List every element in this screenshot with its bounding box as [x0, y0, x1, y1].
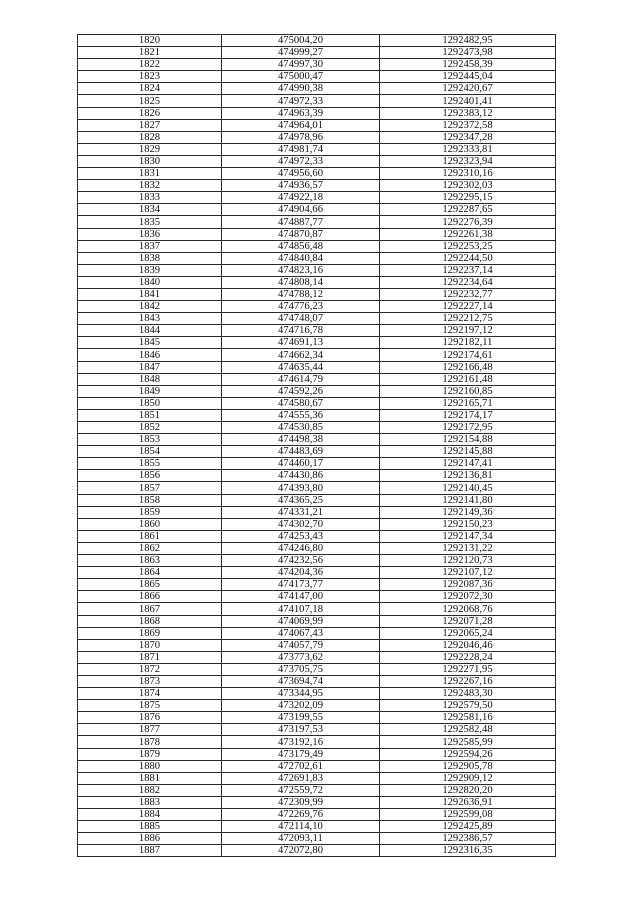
y-coordinate-cell: 1292253,25: [380, 240, 556, 252]
x-coordinate-cell: 474067,43: [222, 627, 380, 639]
point-number-cell: 1825: [78, 95, 222, 107]
table-row: [78, 772, 556, 784]
x-coordinate-cell: 474635,44: [222, 361, 380, 373]
x-coordinate-cell: 473192,16: [222, 736, 380, 748]
y-coordinate-cell: 1292582,48: [380, 724, 556, 736]
point-number-cell: 1856: [78, 470, 222, 482]
point-number-cell: 1855: [78, 458, 222, 470]
point-number-cell: 1871: [78, 651, 222, 663]
point-number-cell: 1834: [78, 204, 222, 216]
table-row: [78, 446, 556, 458]
x-coordinate-cell: 474302,70: [222, 518, 380, 530]
table-row: [78, 482, 556, 494]
table-row: [78, 675, 556, 687]
point-number-cell: 1866: [78, 591, 222, 603]
x-coordinate-cell: 474483,69: [222, 446, 380, 458]
x-coordinate-cell: 474173,77: [222, 579, 380, 591]
y-coordinate-cell: 1292160,85: [380, 385, 556, 397]
table-row: [78, 470, 556, 482]
table-row: [78, 59, 556, 71]
x-coordinate-cell: 474776,23: [222, 301, 380, 313]
point-number-cell: 1831: [78, 168, 222, 180]
x-coordinate-cell: 474069,99: [222, 615, 380, 627]
y-coordinate-cell: 1292149,36: [380, 506, 556, 518]
y-coordinate-cell: 1292333,81: [380, 143, 556, 155]
y-coordinate-cell: 1292145,88: [380, 446, 556, 458]
point-number-cell: 1877: [78, 724, 222, 736]
y-coordinate-cell: 1292372,58: [380, 119, 556, 131]
y-coordinate-cell: 1292820,20: [380, 784, 556, 796]
x-coordinate-cell: 474430,86: [222, 470, 380, 482]
y-coordinate-cell: 1292161,48: [380, 373, 556, 385]
point-number-cell: 1826: [78, 107, 222, 119]
table-row: [78, 35, 556, 47]
table-row: [78, 83, 556, 95]
table-row: [78, 591, 556, 603]
x-coordinate-cell: 472093,11: [222, 833, 380, 845]
x-coordinate-cell: 472691,83: [222, 772, 380, 784]
y-coordinate-cell: 1292271,95: [380, 663, 556, 675]
x-coordinate-cell: 474498,38: [222, 434, 380, 446]
table-row: [78, 506, 556, 518]
y-coordinate-cell: 1292244,50: [380, 252, 556, 264]
x-coordinate-cell: 474331,21: [222, 506, 380, 518]
x-coordinate-cell: 474204,36: [222, 567, 380, 579]
point-number-cell: 1844: [78, 325, 222, 337]
table-row: [78, 603, 556, 615]
point-number-cell: 1868: [78, 615, 222, 627]
y-coordinate-cell: 1292065,24: [380, 627, 556, 639]
table-row: [78, 95, 556, 107]
x-coordinate-cell: 474555,36: [222, 409, 380, 421]
x-coordinate-cell: 472269,76: [222, 809, 380, 821]
x-coordinate-cell: 473344,95: [222, 688, 380, 700]
x-coordinate-cell: 474232,56: [222, 555, 380, 567]
table-row: [78, 651, 556, 663]
x-coordinate-cell: 474107,18: [222, 603, 380, 615]
table-row: [78, 385, 556, 397]
x-coordinate-cell: 475004,20: [222, 35, 380, 47]
table-row: [78, 627, 556, 639]
table-row: [78, 724, 556, 736]
table-row: [78, 712, 556, 724]
y-coordinate-cell: 1292347,28: [380, 131, 556, 143]
table-row: [78, 71, 556, 83]
y-coordinate-cell: 1292261,38: [380, 228, 556, 240]
x-coordinate-cell: 474887,77: [222, 216, 380, 228]
y-coordinate-cell: 1292166,48: [380, 361, 556, 373]
table-row: [78, 168, 556, 180]
y-coordinate-cell: 1292310,16: [380, 168, 556, 180]
point-number-cell: 1886: [78, 833, 222, 845]
point-number-cell: 1862: [78, 542, 222, 554]
x-coordinate-cell: 474870,87: [222, 228, 380, 240]
y-coordinate-cell: 1292316,35: [380, 845, 556, 857]
x-coordinate-cell: 474057,79: [222, 639, 380, 651]
table-row: [78, 373, 556, 385]
x-coordinate-cell: 474808,14: [222, 276, 380, 288]
table-row: [78, 216, 556, 228]
point-number-cell: 1882: [78, 784, 222, 796]
y-coordinate-cell: 1292197,12: [380, 325, 556, 337]
table-row: [78, 796, 556, 808]
point-number-cell: 1874: [78, 688, 222, 700]
x-coordinate-cell: 474246,80: [222, 542, 380, 554]
point-number-cell: 1847: [78, 361, 222, 373]
table-row: [78, 542, 556, 554]
point-number-cell: 1828: [78, 131, 222, 143]
y-coordinate-cell: 1292579,50: [380, 700, 556, 712]
point-number-cell: 1872: [78, 663, 222, 675]
point-number-cell: 1830: [78, 155, 222, 167]
x-coordinate-cell: 474788,12: [222, 288, 380, 300]
x-coordinate-cell: 473694,74: [222, 675, 380, 687]
y-coordinate-cell: 1292237,14: [380, 264, 556, 276]
y-coordinate-cell: 1292581,16: [380, 712, 556, 724]
x-coordinate-cell: 474253,43: [222, 530, 380, 542]
y-coordinate-cell: 1292165,71: [380, 397, 556, 409]
point-number-cell: 1863: [78, 555, 222, 567]
point-number-cell: 1876: [78, 712, 222, 724]
point-number-cell: 1848: [78, 373, 222, 385]
y-coordinate-cell: 1292136,81: [380, 470, 556, 482]
point-number-cell: 1878: [78, 736, 222, 748]
x-coordinate-cell: 473773,62: [222, 651, 380, 663]
x-coordinate-cell: 474964,01: [222, 119, 380, 131]
x-coordinate-cell: 474972,33: [222, 155, 380, 167]
table-row: [78, 748, 556, 760]
x-coordinate-cell: 474147,00: [222, 591, 380, 603]
table-row: [78, 784, 556, 796]
y-coordinate-cell: 1292232,77: [380, 288, 556, 300]
table-row: [78, 434, 556, 446]
point-number-cell: 1880: [78, 760, 222, 772]
table-row: [78, 143, 556, 155]
x-coordinate-cell: 474840,84: [222, 252, 380, 264]
y-coordinate-cell: 1292150,23: [380, 518, 556, 530]
point-number-cell: 1864: [78, 567, 222, 579]
table-row: [78, 579, 556, 591]
table-row: [78, 615, 556, 627]
point-number-cell: 1851: [78, 409, 222, 421]
y-coordinate-cell: 1292174,61: [380, 349, 556, 361]
point-number-cell: 1838: [78, 252, 222, 264]
y-coordinate-cell: 1292483,30: [380, 688, 556, 700]
x-coordinate-cell: 474972,33: [222, 95, 380, 107]
point-number-cell: 1839: [78, 264, 222, 276]
x-coordinate-cell: 474823,16: [222, 264, 380, 276]
x-coordinate-cell: 475000,47: [222, 71, 380, 83]
point-number-cell: 1821: [78, 47, 222, 59]
y-coordinate-cell: 1292386,57: [380, 833, 556, 845]
point-number-cell: 1854: [78, 446, 222, 458]
point-number-cell: 1884: [78, 809, 222, 821]
y-coordinate-cell: 1292234,64: [380, 276, 556, 288]
x-coordinate-cell: 474956,60: [222, 168, 380, 180]
point-number-cell: 1845: [78, 337, 222, 349]
x-coordinate-cell: 474691,13: [222, 337, 380, 349]
table-row: [78, 313, 556, 325]
point-number-cell: 1822: [78, 59, 222, 71]
point-number-cell: 1860: [78, 518, 222, 530]
point-number-cell: 1820: [78, 35, 222, 47]
x-coordinate-cell: 474393,80: [222, 482, 380, 494]
y-coordinate-cell: 1292445,04: [380, 71, 556, 83]
y-coordinate-cell: 1292227,14: [380, 301, 556, 313]
x-coordinate-cell: 472309,99: [222, 796, 380, 808]
table-row: [78, 530, 556, 542]
table-row: [78, 688, 556, 700]
table-row: [78, 228, 556, 240]
y-coordinate-cell: 1292068,76: [380, 603, 556, 615]
table-row: [78, 107, 556, 119]
y-coordinate-cell: 1292107,12: [380, 567, 556, 579]
table-row: [78, 240, 556, 252]
x-coordinate-cell: 474365,25: [222, 494, 380, 506]
table-row: [78, 349, 556, 361]
point-number-cell: 1867: [78, 603, 222, 615]
point-number-cell: 1841: [78, 288, 222, 300]
y-coordinate-cell: 1292420,67: [380, 83, 556, 95]
table-row: [78, 397, 556, 409]
y-coordinate-cell: 1292594,26: [380, 748, 556, 760]
table-row: [78, 494, 556, 506]
x-coordinate-cell: 474856,48: [222, 240, 380, 252]
y-coordinate-cell: 1292473,98: [380, 47, 556, 59]
x-coordinate-cell: 472114,10: [222, 821, 380, 833]
point-number-cell: 1824: [78, 83, 222, 95]
point-number-cell: 1823: [78, 71, 222, 83]
y-coordinate-cell: 1292287,65: [380, 204, 556, 216]
y-coordinate-cell: 1292267,16: [380, 675, 556, 687]
point-number-cell: 1887: [78, 845, 222, 857]
table-row: [78, 252, 556, 264]
point-number-cell: 1865: [78, 579, 222, 591]
x-coordinate-cell: 474748,07: [222, 313, 380, 325]
x-coordinate-cell: 473197,53: [222, 724, 380, 736]
y-coordinate-cell: 1292087,36: [380, 579, 556, 591]
x-coordinate-cell: 472702,61: [222, 760, 380, 772]
table-row: [78, 555, 556, 567]
y-coordinate-cell: 1292140,45: [380, 482, 556, 494]
y-coordinate-cell: 1292585,99: [380, 736, 556, 748]
table-row: [78, 833, 556, 845]
y-coordinate-cell: 1292295,15: [380, 192, 556, 204]
point-number-cell: 1858: [78, 494, 222, 506]
point-number-cell: 1843: [78, 313, 222, 325]
x-coordinate-cell: 472559,72: [222, 784, 380, 796]
x-coordinate-cell: 474614,79: [222, 373, 380, 385]
x-coordinate-cell: 473179,49: [222, 748, 380, 760]
y-coordinate-cell: 1292599,08: [380, 809, 556, 821]
table-row: [78, 518, 556, 530]
point-number-cell: 1881: [78, 772, 222, 784]
y-coordinate-cell: 1292228,24: [380, 651, 556, 663]
x-coordinate-cell: 474936,57: [222, 180, 380, 192]
point-number-cell: 1833: [78, 192, 222, 204]
x-coordinate-cell: 474997,30: [222, 59, 380, 71]
table-row: [78, 845, 556, 857]
x-coordinate-cell: 474922,18: [222, 192, 380, 204]
table-row: [78, 567, 556, 579]
table-row: [78, 422, 556, 434]
x-coordinate-cell: 474662,34: [222, 349, 380, 361]
point-number-cell: 1849: [78, 385, 222, 397]
y-coordinate-cell: 1292072,30: [380, 591, 556, 603]
point-number-cell: 1869: [78, 627, 222, 639]
table-row: [78, 337, 556, 349]
point-number-cell: 1873: [78, 675, 222, 687]
y-coordinate-cell: 1292172,95: [380, 422, 556, 434]
y-coordinate-cell: 1292131,22: [380, 542, 556, 554]
point-number-cell: 1853: [78, 434, 222, 446]
point-number-cell: 1832: [78, 180, 222, 192]
y-coordinate-cell: 1292071,28: [380, 615, 556, 627]
x-coordinate-cell: 474460,17: [222, 458, 380, 470]
y-coordinate-cell: 1292636,91: [380, 796, 556, 808]
point-number-cell: 1835: [78, 216, 222, 228]
point-number-cell: 1837: [78, 240, 222, 252]
table-row: [78, 821, 556, 833]
y-coordinate-cell: 1292154,88: [380, 434, 556, 446]
table-row: [78, 809, 556, 821]
table-row: [78, 663, 556, 675]
x-coordinate-cell: 472072,80: [222, 845, 380, 857]
table-row: [78, 276, 556, 288]
table-row: [78, 760, 556, 772]
coordinates-table-body: [78, 35, 556, 857]
x-coordinate-cell: 474580,67: [222, 397, 380, 409]
x-coordinate-cell: 474904,66: [222, 204, 380, 216]
x-coordinate-cell: 474592,26: [222, 385, 380, 397]
x-coordinate-cell: 473199,55: [222, 712, 380, 724]
table-row: [78, 131, 556, 143]
y-coordinate-cell: 1292323,94: [380, 155, 556, 167]
table-row: [78, 361, 556, 373]
y-coordinate-cell: 1292182,11: [380, 337, 556, 349]
point-number-cell: 1875: [78, 700, 222, 712]
x-coordinate-cell: 473705,75: [222, 663, 380, 675]
y-coordinate-cell: 1292482,95: [380, 35, 556, 47]
y-coordinate-cell: 1292401,41: [380, 95, 556, 107]
table-row: [78, 639, 556, 651]
x-coordinate-cell: 474530,85: [222, 422, 380, 434]
point-number-cell: 1883: [78, 796, 222, 808]
x-coordinate-cell: 474963,39: [222, 107, 380, 119]
table-row: [78, 47, 556, 59]
table-row: [78, 192, 556, 204]
y-coordinate-cell: 1292141,80: [380, 494, 556, 506]
point-number-cell: 1846: [78, 349, 222, 361]
x-coordinate-cell: 474999,27: [222, 47, 380, 59]
point-number-cell: 1879: [78, 748, 222, 760]
y-coordinate-cell: 1292905,78: [380, 760, 556, 772]
y-coordinate-cell: 1292425,89: [380, 821, 556, 833]
y-coordinate-cell: 1292147,34: [380, 530, 556, 542]
y-coordinate-cell: 1292276,39: [380, 216, 556, 228]
table-row: [78, 325, 556, 337]
point-number-cell: 1861: [78, 530, 222, 542]
table-row: [78, 409, 556, 421]
x-coordinate-cell: 473202,09: [222, 700, 380, 712]
y-coordinate-cell: 1292174,17: [380, 409, 556, 421]
point-number-cell: 1852: [78, 422, 222, 434]
table-row: [78, 264, 556, 276]
table-row: [78, 204, 556, 216]
y-coordinate-cell: 1292909,12: [380, 772, 556, 784]
table-row: [78, 119, 556, 131]
point-number-cell: 1885: [78, 821, 222, 833]
table-row: [78, 155, 556, 167]
point-number-cell: 1836: [78, 228, 222, 240]
y-coordinate-cell: 1292120,73: [380, 555, 556, 567]
point-number-cell: 1840: [78, 276, 222, 288]
coordinates-table: [77, 34, 556, 857]
table-row: [78, 700, 556, 712]
x-coordinate-cell: 474990,38: [222, 83, 380, 95]
point-number-cell: 1850: [78, 397, 222, 409]
y-coordinate-cell: 1292458,39: [380, 59, 556, 71]
point-number-cell: 1870: [78, 639, 222, 651]
table-row: [78, 180, 556, 192]
y-coordinate-cell: 1292383,12: [380, 107, 556, 119]
table-row: [78, 301, 556, 313]
table-row: [78, 288, 556, 300]
y-coordinate-cell: 1292212,75: [380, 313, 556, 325]
x-coordinate-cell: 474716,78: [222, 325, 380, 337]
point-number-cell: 1859: [78, 506, 222, 518]
y-coordinate-cell: 1292046,46: [380, 639, 556, 651]
point-number-cell: 1829: [78, 143, 222, 155]
point-number-cell: 1842: [78, 301, 222, 313]
x-coordinate-cell: 474978,96: [222, 131, 380, 143]
table-row: [78, 736, 556, 748]
y-coordinate-cell: 1292147,41: [380, 458, 556, 470]
y-coordinate-cell: 1292302,03: [380, 180, 556, 192]
table-row: [78, 458, 556, 470]
point-number-cell: 1827: [78, 119, 222, 131]
point-number-cell: 1857: [78, 482, 222, 494]
x-coordinate-cell: 474981,74: [222, 143, 380, 155]
